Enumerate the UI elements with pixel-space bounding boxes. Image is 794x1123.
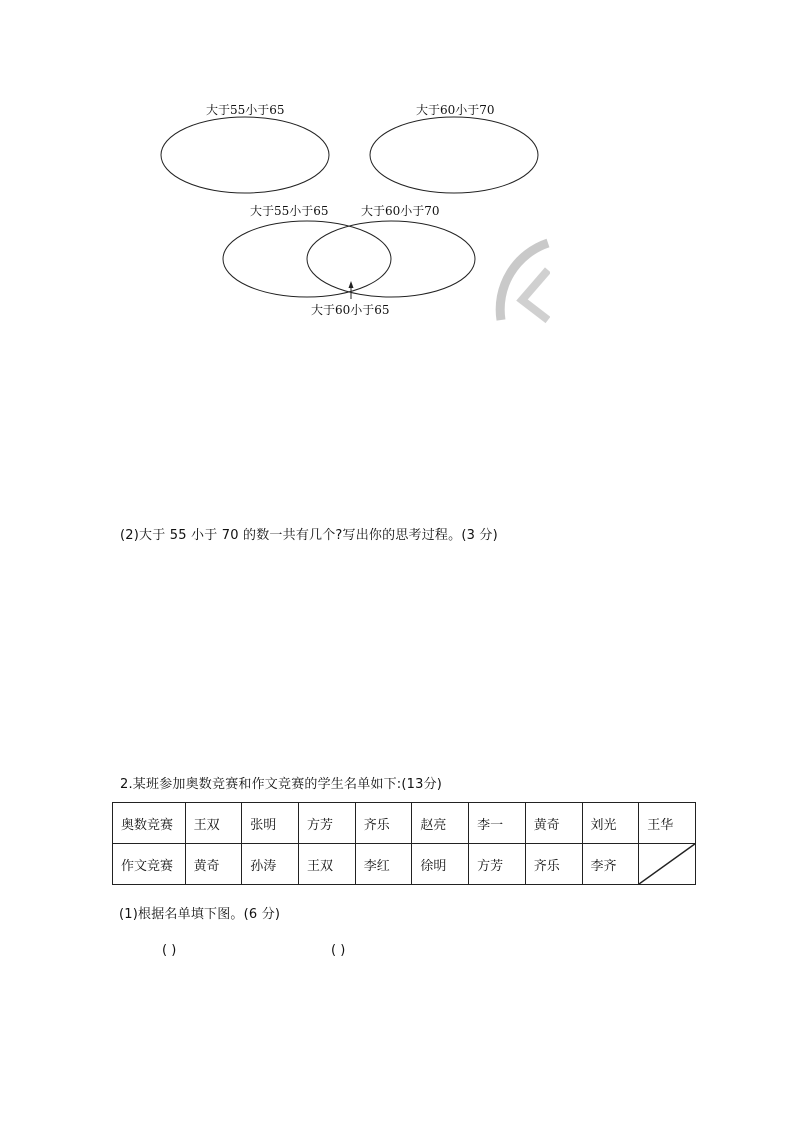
answer-blank-right[interactable]: ( ) [331,943,346,958]
table-row [113,803,696,844]
answer-blank-left[interactable]: ( ) [162,943,177,958]
table-cell: 李一 [469,803,526,844]
table-cell: 李齐 [582,844,639,885]
table-cell: 方芳 [469,844,526,885]
table-cell: 赵亮 [412,803,469,844]
table-cell: 方芳 [298,803,355,844]
row-header-math: 奥数竞赛 [113,803,186,844]
overlap-label-left: 大于55小于65 [250,204,329,218]
question-main-title: 2.某班参加奥数竞赛和作文竞赛的学生名单如下:(13分) [120,777,443,792]
table-cell: 刘光 [582,803,639,844]
table-cell: 李红 [355,844,412,885]
table-cell: 王双 [185,803,242,844]
overlap-label-right: 大于60小于70 [361,204,440,218]
table-cell: 王华 [639,803,696,844]
table-cell: 齐乐 [525,844,582,885]
intersection-arrowhead [349,281,354,288]
table-row [113,844,696,885]
set-ellipse-top-left [161,117,329,193]
table-cell: 徐明 [412,844,469,885]
table-cell: 张明 [242,803,299,844]
table-cell: 齐乐 [355,803,412,844]
set-ellipse-top-right [370,117,538,193]
watermark-logo [500,243,548,320]
question-2-prompt: (2)大于 55 小于 70 的数一共有几个?写出你的思考过程。(3 分) [120,528,498,543]
competition-roster-table [112,802,696,885]
question-sub1-prompt: (1)根据名单填下图。(6 分) [119,907,281,922]
diagonal-line [639,844,695,884]
set-label-top-right: 大于60小于70 [416,103,495,117]
intersection-label: 大于60小于65 [311,303,390,317]
venn-diagrams [150,95,550,325]
table-cell: 孙涛 [242,844,299,885]
row-header-essay: 作文竞赛 [113,844,186,885]
table-cell: 黄奇 [525,803,582,844]
empty-diagonal-cell [639,844,696,885]
set-label-top-left: 大于55小于65 [206,103,285,117]
table-cell: 王双 [298,844,355,885]
venn-figure [150,95,550,325]
table-cell: 黄奇 [185,844,242,885]
